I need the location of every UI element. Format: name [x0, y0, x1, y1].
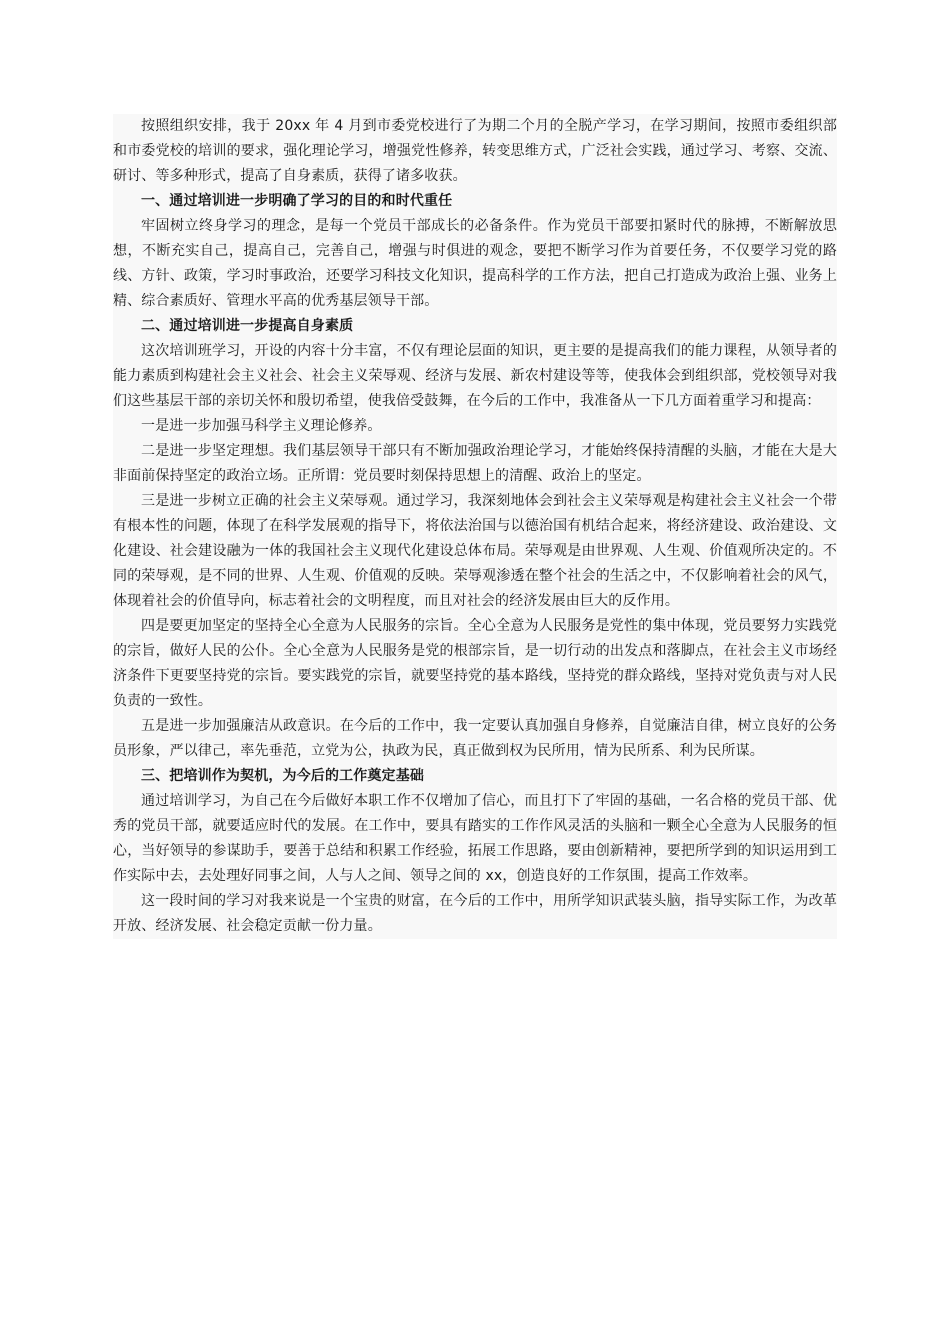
document-page: [113, 114, 837, 939]
section-2-point-3: 三是进一步树立正确的社会主义荣辱观。通过学习，我深刻地体会到社会主义荣辱观是构建社会主义社会一个带有根本性的问题，体现了在科学发展观的指导下，将依法治国与以德治国有机结合起来，将经济建设、政治建设、文化建设、社会建设融为一体的我国社会主义现代化建设总体布局。荣辱观是由世界观、人生观、价值观所决定的。不同的荣辱观，是不同的世界、人生观、价值观的反映。荣辱观渗透在整个社会的生活之中，不仅影响着社会的风气，体现着社会的价值导向，标志着社会的文明程度，而且对社会的经济发展由巨大的反作用。: [113, 489, 837, 614]
section-2-heading: 二、通过培训进一步提高自身素质: [113, 314, 837, 339]
section-2-point-4: 四是要更加坚定的坚持全心全意为人民服务的宗旨。全心全意为人民服务是党性的集中体现，党员要努力实践党的宗旨，做好人民的公仆。全心全意为人民服务是党的根部宗旨，是一切行动的出发点和落脚点，在社会主义市场经济条件下更要坚持党的宗旨。要实践党的宗旨，就要坚持党的基本路线，坚持党的群众路线，坚持对党负责与对人民负责的一致性。: [113, 614, 837, 714]
section-1-paragraph: 牢固树立终身学习的理念，是每一个党员干部成长的必备条件。作为党员干部要扣紧时代的脉搏，不断解放思想，不断充实自己，提高自己，完善自己，增强与时俱进的观念，要把不断学习作为首要任务，不仅要学习党的路线、方针、政策，学习时事政治，还要学习科技文化知识，提高科学的工作方法，把自己打造成为政治上强、业务上精、综合素质好、管理水平高的优秀基层领导干部。: [113, 214, 837, 314]
section-3-heading: 三、把培训作为契机，为今后的工作奠定基础: [113, 764, 837, 789]
closing-paragraph: 这一段时间的学习对我来说是一个宝贵的财富，在今后的工作中，用所学知识武装头脑，指导实际工作，为改革开放、经济发展、社会稳定贡献一份力量。: [113, 889, 837, 939]
section-2-point-1: 一是进一步加强马科学主义理论修养。: [113, 414, 837, 439]
section-2-point-5: 五是进一步加强廉洁从政意识。在今后的工作中，我一定要认真加强自身修养，自觉廉洁自律，树立良好的公务员形象，严以律己，率先垂范，立党为公，执政为民，真正做到权为民所用，情为民所系、利为民所谋。: [113, 714, 837, 764]
section-3-paragraph: 通过培训学习，为自己在今后做好本职工作不仅增加了信心，而且打下了牢固的基础，一名合格的党员干部、优秀的党员干部，就要适应时代的发展。在工作中，要具有踏实的工作作风灵活的头脑和一颗全心全意为人民服务的恒心，当好领导的参谋助手，要善于总结和积累工作经验，拓展工作思路，要由创新精神，要把所学到的知识运用到工作实际中去，去处理好同事之间，人与人之间、领导之间的 xx，创造良好的工作氛围，提高工作效率。: [113, 789, 837, 889]
section-1-heading: 一、通过培训进一步明确了学习的目的和时代重任: [113, 189, 837, 214]
section-2-paragraph-intro: 这次培训班学习，开设的内容十分丰富，不仅有理论层面的知识，更主要的是提高我们的能力课程，从领导者的能力素质到构建社会主义社会、社会主义荣辱观、经济与发展、新农村建设等等，使我体会到组织部，党校领导对我们这些基层干部的亲切关怀和殷切希望，使我倍受鼓舞，在今后的工作中，我准备从一下几方面着重学习和提高：: [113, 339, 837, 414]
intro-paragraph: 按照组织安排，我于 20xx 年 4 月到市委党校进行了为期二个月的全脱产学习，在学习期间，按照市委组织部和市委党校的培训的要求，强化理论学习，增强党性修养，转变思维方式，广泛社会实践，通过学习、考察、交流、研讨、等多种形式，提高了自身素质，获得了诸多收获。: [113, 114, 837, 189]
section-2-point-2: 二是进一步坚定理想。我们基层领导干部只有不断加强政治理论学习，才能始终保持清醒的头脑，才能在大是大非面前保持坚定的政治立场。正所谓：党员要时刻保持思想上的清醒、政治上的坚定。: [113, 439, 837, 489]
